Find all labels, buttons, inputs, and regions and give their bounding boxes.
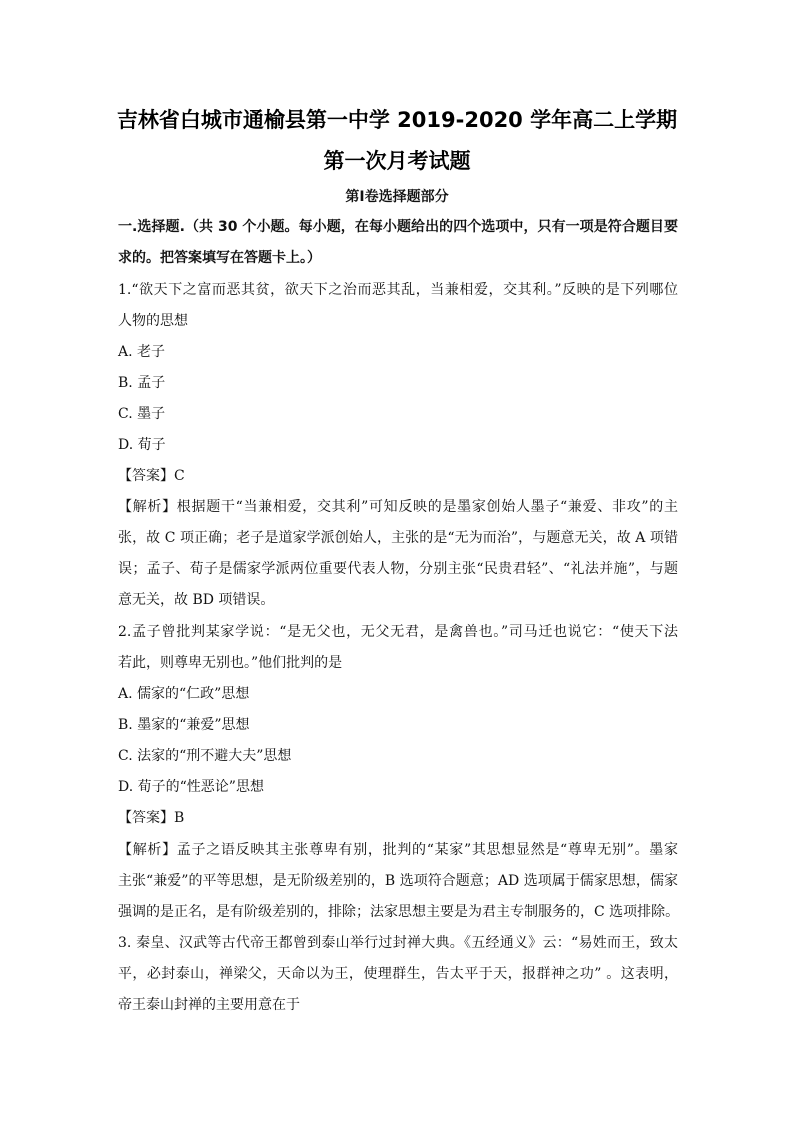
q1-analysis-line4: 意无关，故 BD 项错误。: [118, 592, 275, 608]
q2-answer: 【答案】B: [118, 810, 185, 826]
q3-stem-line2: 平，必封泰山，禅梁父，天命以为王，使理群生，告太平于天，报群神之功” 。这表明，: [118, 966, 678, 982]
q1-option-a: A. 老子: [118, 344, 166, 360]
q1-answer: 【答案】C: [118, 468, 185, 484]
q1-stem-line1: 1.“欲天下之富而恶其贫，欲天下之治而恶其乱，当兼相爱，交其利。”反映的是下列哪位: [118, 282, 678, 298]
q2-option-d: D. 荀子的“性恶论”思想: [118, 779, 264, 795]
q1-analysis-line2: 张，故 C 项正确；老子是道家学派创始人，主张的是“无为而治”，与题意无关，故 A 项错: [118, 530, 678, 546]
exam-title-line1: 吉林省白城市通榆县第一中学 2019-2020 学年高二上学期: [116, 108, 678, 132]
q2-analysis-line1: 【解析】孟子之语反映其主张尊卑有别，批判的“某家”其思想显然是“尊卑无别”。墨家: [118, 842, 678, 858]
q2-analysis-line3: 强调的是正名，是有阶级差别的，排除；法家思想主要是为君主专制服务的，C 选项排除。: [118, 904, 680, 920]
q2-option-a: A. 儒家的“仁政”思想: [118, 686, 250, 702]
q1-analysis-line1: 【解析】根据题干“当兼相爱，交其利”可知反映的是墨家创始人墨子“兼爱、非攻”的主: [118, 499, 678, 515]
q1-option-b: B. 孟子: [118, 375, 166, 391]
exam-title-line2: 第一次月考试题: [323, 149, 471, 173]
q3-stem-line1: 3. 秦皇、汉武等古代帝王都曾到泰山举行过封禅大典。《五经通义》云：“易姓而王，致太: [118, 935, 678, 951]
q1-option-d: D. 荀子: [118, 437, 166, 453]
q1-analysis-line3: 误；孟子、荀子是儒家学派两位重要代表人物，分别主张“民贵君轻”、“礼法并施”，与题: [118, 561, 678, 577]
q2-stem-line1: 2.孟子曾批判某家学说：“是无父也，无父无君，是禽兽也。”司马迁也说它：“使天下法: [118, 624, 678, 640]
q1-option-c: C. 墨子: [118, 406, 166, 422]
section-heading: 第Ⅰ卷选择题部分: [345, 189, 449, 205]
q3-stem-line3: 帝王泰山封禅的主要用意在于: [118, 997, 300, 1013]
instructions-line2: 求的。把答案填写在答题卡上。）: [118, 250, 321, 266]
q2-analysis-line2: 主张“兼爱”的平等思想，是无阶级差别的，B 选项符合题意；AD 选项属于儒家思想，儒家: [118, 873, 678, 889]
q1-stem-line2: 人物的思想: [118, 313, 188, 329]
q2-stem-line2: 若此，则尊卑无别也。”他们批判的是: [118, 655, 343, 671]
q2-option-c: C. 法家的“刑不避大夫”思想: [118, 748, 292, 764]
instructions-line1: 一.选择题.（共 30 个小题。每小题，在每小题给出的四个选项中，只有一项是符合题目要: [118, 219, 678, 235]
q2-option-b: B. 墨家的“兼爱”思想: [118, 717, 250, 733]
